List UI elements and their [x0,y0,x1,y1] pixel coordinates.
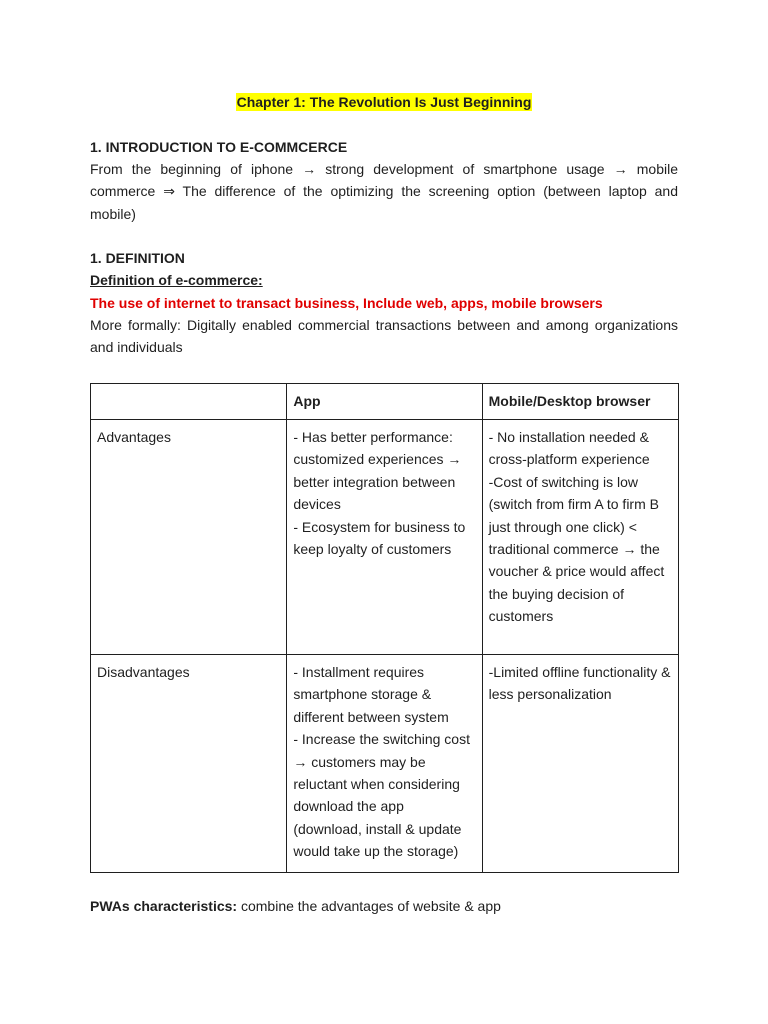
table-header-cell [91,384,287,420]
cell-text: - No installation needed & cross-platform experience -Cost of switching is low (switch from firm A to firm B just through one click) < traditional commerce → the voucher & price would affect the buying decision of customers [488,429,665,625]
definition-subheading: Definition of e-commerce: [90,272,263,288]
chapter-title-text: Chapter 1: The Revolution Is Just Beginning [236,94,532,110]
chapter-title [90,91,678,113]
definition-formal: More formally: Digitally enabled commercial transactions between and among organizations and individuals [90,317,678,356]
cell-text: - Has better performance: customized experiences → better integration between devices - Ecosystem for business to keep loyalty of customers [293,429,466,558]
table-cell [287,655,482,873]
table-row [91,655,679,873]
table-header-cell: App [287,384,482,420]
cell-text: - Installment requires smartphone storage & different between system - Increase the switching cost → customers may be reluctant when considering download the app (download, install & update would take up the storage) [293,664,470,860]
pwa-label: PWAs characteristics: [90,898,238,914]
table-row [91,420,679,655]
table-cell [482,420,678,655]
row-label: Advantages [91,420,287,655]
cell-text: -Limited offline functionality & less personalization [488,664,671,703]
table-header-cell: Mobile/Desktop browser [482,384,678,420]
comparison-table [90,383,679,873]
table-cell [482,655,678,873]
pwa-text: combine the advantages of website & app [237,898,501,914]
table-header-row [91,384,679,420]
definition-highlight: The use of internet to transact business, Include web, apps, mobile browsers [90,295,603,311]
intro-paragraph: From the beginning of iphone → strong development of smartphone usage → mobile commerce ⇒ The difference of the optimizing the screening option (between laptop and mobile) [90,161,678,222]
pwa-paragraph [90,895,678,917]
intro-heading: 1. INTRODUCTION TO E-COMMCERCE [90,139,348,155]
table-cell [287,420,482,655]
definition-heading: 1. DEFINITION [90,250,185,266]
row-label: Disadvantages [91,655,287,873]
